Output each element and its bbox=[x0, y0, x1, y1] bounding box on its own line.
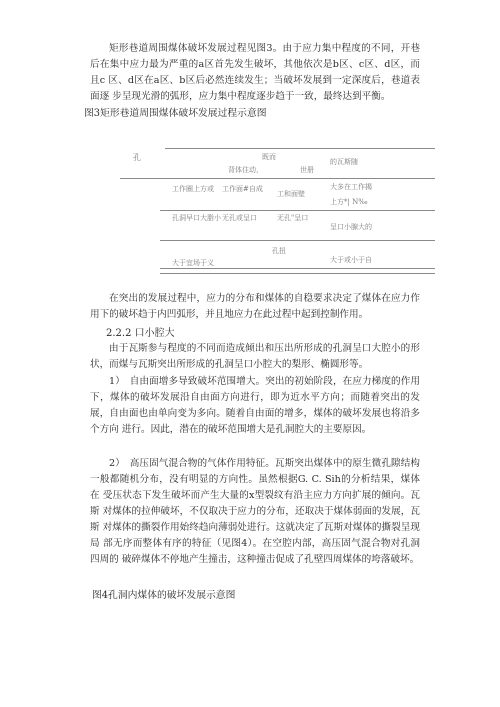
table-row2-d: 呈口小腺大的 bbox=[330, 223, 372, 231]
table-row4-b: 大于或小于自 bbox=[330, 256, 372, 264]
table-header-middle: 既而 bbox=[262, 153, 276, 161]
table-rule-row3 bbox=[160, 268, 435, 269]
cavity-shape-paragraph: 由于瓦斯参与程度的不同而造成倾出和压出所形成的孔洞呈口大腔小的形 状，而煤与瓦斯突出所形成的孔洞呈口小腔大的梨形、椭圆形等。 bbox=[90, 343, 420, 370]
stress-paragraph: 在突出的发展过程中，应力的分布和煤体的自稳要求决定了煤体在应力作 用下的破坏趋于内凹弧形，并且地应力在此过程中起到控制作用。 bbox=[90, 293, 420, 320]
table-row2-b: 无孔或呈口 bbox=[222, 214, 257, 222]
free-surface-paragraph: 1） 自由面增多导致破坏范围增大。突出的初始阶段，在应力梯度的作用下，煤体的破坏发展沿自由面方向进行，即为近水平方向；而随着突出的发展，自由面也由单向变为多向。随着自由面的增多，煤体的破坏发展也将沿多个方向 进行。因此，潜在的破坏范围增大是孔洞腔大的主要原因。 bbox=[90, 376, 420, 435]
table-rule-row2 bbox=[160, 240, 435, 241]
table-subheader-a: 背体住动， bbox=[228, 166, 263, 174]
table-subheader-b: 世册 bbox=[300, 166, 314, 174]
intro-paragraph: 矩形巷道周围煤体破坏发展过程见图3。由于应力集中程度的不同，开巷后在集中应力最为严重的a区首先发生破坏，其他依次是b区、c区、d区，而且c 区、d区在a区、b区后必然连续发生；当破坏发展到一定深度后，巷道表面逐 步呈现光滑的弧形，应力集中程度逐步趋于一致，最终达到平衡。 bbox=[90, 43, 420, 102]
table-row4-a: 大于宜场于义 bbox=[172, 259, 214, 267]
table-row1-b: 工作面#自成 bbox=[222, 185, 263, 193]
table-row2-a: 孔洞早口大脂小 bbox=[172, 214, 221, 222]
table-label-left: 孔 bbox=[133, 153, 141, 162]
table-row1-a: 工作圈上方或 bbox=[172, 185, 214, 193]
table-rule-top bbox=[165, 148, 435, 149]
table-row1-c: 工和面壁 bbox=[277, 190, 305, 198]
table-rule-mid bbox=[160, 210, 435, 211]
table-rule-header bbox=[120, 178, 435, 179]
table-rule-bottom bbox=[160, 273, 435, 274]
table-row3-mid: 孔扭 bbox=[272, 247, 286, 255]
table-row1-d: 大多在工作揭 bbox=[330, 183, 372, 191]
section-heading: 2.2.2 口小腔大 bbox=[106, 328, 175, 339]
figure4-caption: 图4孔洞内煤体的破坏发展示意图 bbox=[92, 590, 236, 601]
table-row2-c: 无孔"呈口 bbox=[277, 214, 309, 222]
gas-mixture-paragraph: 2） 高压固气混合物的气体作用特征。瓦斯突出煤体中的原生微孔隙结构一般都随机分布，没有明显的方向性。虽然根据G. C. Sih的分析结果，煤体在 受压状态下发生破坏而产生大量的x型裂纹有沿主应力方向扩展的倾向。瓦斯 对煤体的拉伸破坏，不仅取决于应力的分布，还取决于煤体弱面的发展，瓦斯 对煤体的撕裂作用始终趋向薄弱处进行。这就决定了瓦斯对煤体的撕裂呈现局 部无序而整体有序的特征（见图4）。在空腔内部，高压固气混合物对孔洞四周的 破碎煤体不停地产生撞击，这种撞击促成了孔壁四周煤体的垮落破坏。 bbox=[90, 458, 420, 565]
table-header-right: 的瓦斯随 bbox=[330, 158, 358, 166]
table-row1-e: 上方*| N‰ bbox=[330, 198, 368, 206]
figure3-caption: 图3矩形巷道周围煤体破坏发展过程示意图 bbox=[84, 108, 267, 119]
